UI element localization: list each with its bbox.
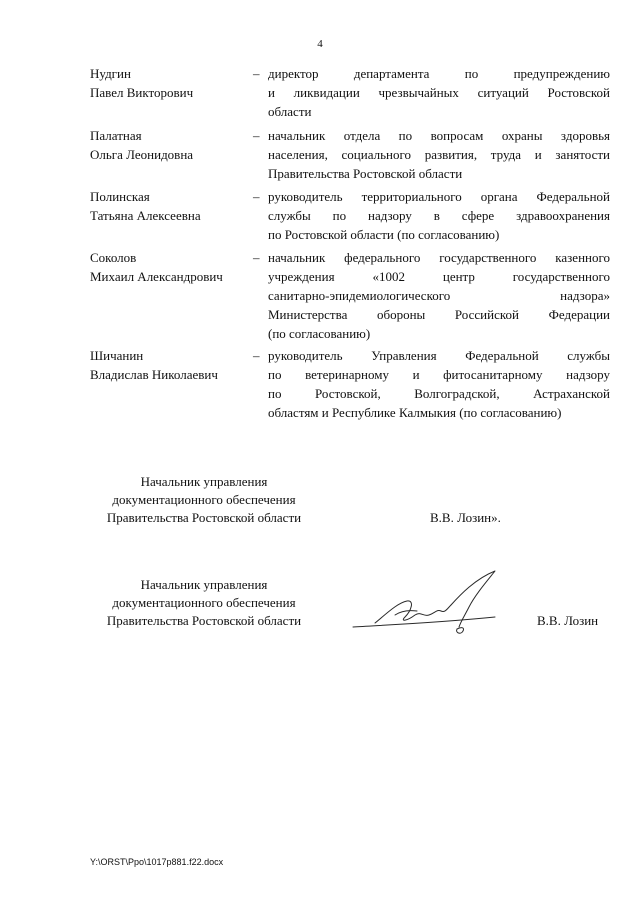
member-given-names: Михаил Александрович: [90, 269, 223, 284]
member-surname: Полинская: [90, 189, 150, 204]
dash-separator: –: [253, 66, 260, 81]
member-surname: Палатная: [90, 128, 142, 143]
member-entry: [90, 126, 610, 186]
member-role: [268, 64, 610, 121]
role-line: учреждения «1002 центр государственного: [268, 269, 610, 284]
signatory-name: В.В. Лозин: [537, 613, 599, 628]
position-line: документационного обеспечения: [112, 492, 296, 507]
member-surname: Шичанин: [90, 348, 144, 363]
role-line: населения, социального развития, труда и занятости: [268, 147, 610, 162]
position-line: документационного обеспечения: [112, 595, 296, 610]
member-role: [268, 248, 610, 343]
role-line: руководитель Управления Федеральной службы: [268, 348, 610, 363]
member-entry: [90, 187, 610, 247]
role-line: (по согласованию): [268, 326, 371, 341]
role-line: областям и Республике Калмыкия (по согласованию): [268, 405, 562, 420]
signatory-position: [84, 576, 324, 630]
member-given-names: Татьяна Алексеевна: [90, 208, 201, 223]
member-role: [268, 346, 610, 422]
role-line: начальник отдела по вопросам охраны здоровья: [268, 128, 610, 143]
member-entry: [90, 248, 610, 344]
file-path-footer: Y:\ORST\Ppo\1017p881.f22.docx: [90, 857, 224, 867]
handwritten-signature: [345, 565, 505, 640]
member-name: [90, 64, 250, 102]
role-line: Министерства обороны Российской Федерации: [268, 307, 610, 322]
role-line: по Ростовской области (по согласованию): [268, 227, 500, 242]
role-line: Правительства Ростовской области: [268, 166, 463, 181]
dash-separator: –: [253, 250, 260, 265]
role-line: по ветеринарному и фитосанитарному надзору: [268, 367, 610, 382]
member-name: [90, 126, 250, 164]
member-given-names: Павел Викторович: [90, 85, 194, 100]
role-line: и ликвидации чрезвычайных ситуаций Ростовской: [268, 85, 610, 100]
member-entry: [90, 64, 610, 124]
signatory-position: [84, 473, 324, 527]
signature-block: [0, 473, 640, 529]
role-line: по Ростовской, Волгоградской, Астраханской: [268, 386, 610, 401]
role-line: руководитель территориального органа Федеральной: [268, 189, 610, 204]
member-given-names: Владислав Николаевич: [90, 367, 218, 382]
dash-separator: –: [253, 189, 260, 204]
position-line: Начальник управления: [140, 474, 268, 489]
role-line: директор департамента по предупреждению: [268, 66, 610, 81]
position-line: Правительства Ростовской области: [106, 510, 302, 525]
signatory-name: В.В. Лозин».: [430, 510, 501, 525]
signature-block: [0, 576, 640, 632]
member-name: [90, 346, 250, 384]
member-entry: [90, 346, 610, 424]
member-name: [90, 187, 250, 225]
position-line: Правительства Ростовской области: [106, 613, 302, 628]
page-number: 4: [317, 38, 323, 50]
role-line: санитарно-эпидемиологического надзора»: [268, 288, 610, 303]
member-given-names: Ольга Леонидовна: [90, 147, 194, 162]
dash-separator: –: [253, 128, 260, 143]
member-surname: Соколов: [90, 250, 137, 265]
position-line: Начальник управления: [140, 577, 268, 592]
member-role: [268, 187, 610, 244]
member-surname: Нудгин: [90, 66, 131, 81]
member-name: [90, 248, 250, 286]
role-line: начальник федерального государственного казенного: [268, 250, 610, 265]
role-line: области: [268, 104, 312, 119]
dash-separator: –: [253, 348, 260, 363]
member-role: [268, 126, 610, 183]
role-line: службы по надзору в сфере здравоохранения: [268, 208, 610, 223]
